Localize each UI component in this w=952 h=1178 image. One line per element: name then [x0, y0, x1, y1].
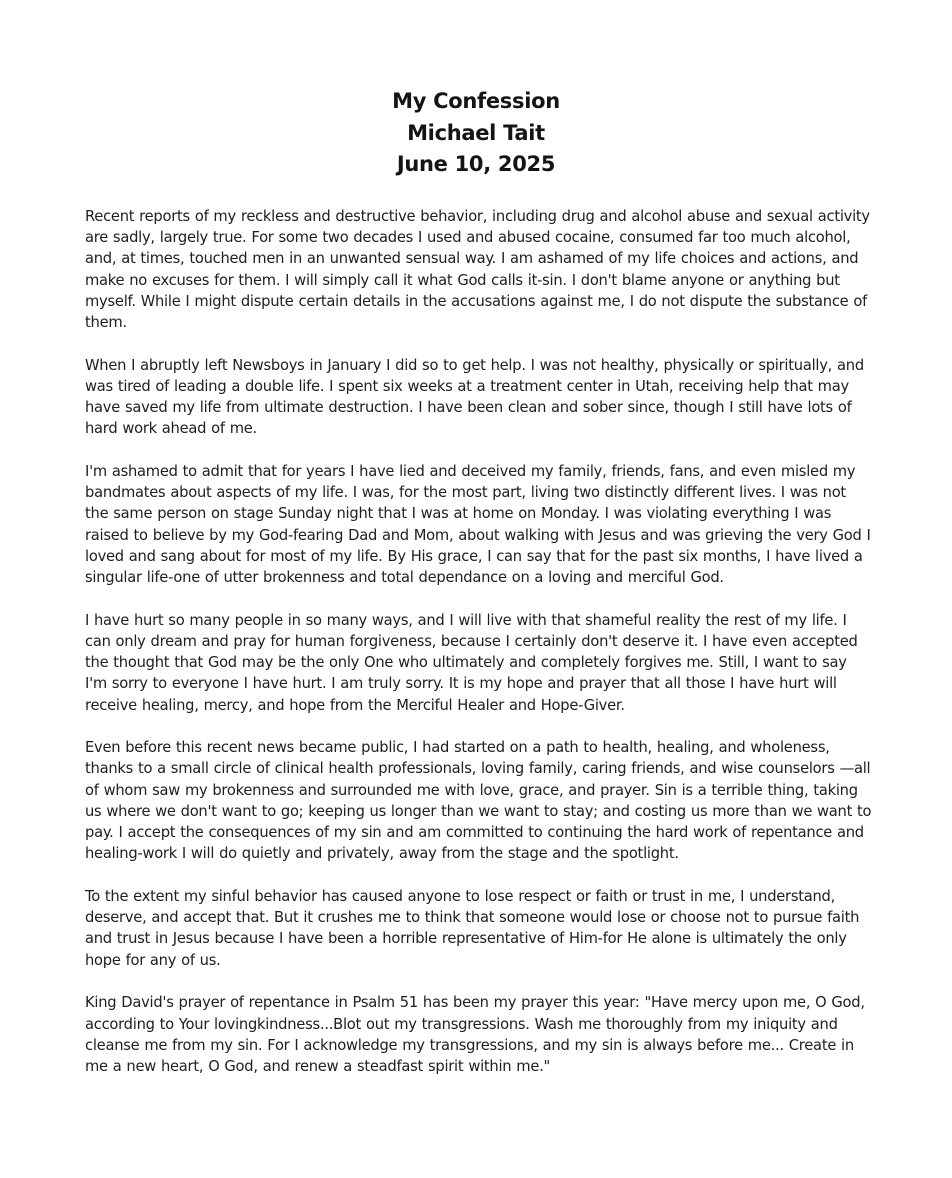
document-body: [85, 206, 872, 1099]
document-header: [0, 86, 952, 181]
paragraph: To the extent my sinful behavior has caused anyone to lose respect or faith or trust in me, I understand, deserve, and accept that. But it crushes me to think that someone would lose or choose not to pursue faith and trust in Jesus because I have been a horrible representative of Him-for He alone is ultimately the only hope for any of us.: [85, 887, 860, 969]
paragraph: I'm ashamed to admit that for years I have lied and deceived my family, friends, fans, and even misled my bandmates about aspects of my life. I was, for the most part, living two distinctly different lives. I was not the same person on stage Sunday night that I was at home on Monday. I was violating everything I was raised to believe by my God-fearing Dad and Mom, about walking with Jesus and was grieving the very God I loved and sang about for most of my life. By His grace, I can say that for the past six months, I have lived a singular life-one of utter brokenness and total dependance on a loving and merciful God.: [85, 463, 871, 587]
paragraph: I have hurt so many people in so many ways, and I will live with that shameful reality the rest of my life. I can only dream and pray for human forgiveness, because I certainly don't deserve it. I have even accepted the thought that God may be the only One who ultimately and completely forgives me. Still, I want to say I'm sorry to everyone I have hurt. I am truly sorry. It is my hope and prayer that all those I have hurt will receive healing, mercy, and hope from the Merciful Healer and Hope-Giver.: [85, 611, 858, 714]
paragraph: Even before this recent news became public, I had started on a path to health, healing, and wholeness, thanks to a small circle of clinical health professionals, loving family, caring friends, and wise counselors —all of whom saw my brokenness and surrounded me with love, grace, and prayer. Sin is a terrible thing, taking us where we don't want to go; keeping us longer than we want to stay; and costing us more than we want to pay. I accept the consequences of my sin and am committed to continuing the hard work of repentance and healing-work I will do quietly and privately, away from the stage and the spotlight.: [85, 739, 872, 863]
paragraph: King David's prayer of repentance in Psalm 51 has been my prayer this year: "Have mercy upon me, O God, according to Your lovingkindness...Blot out my transgressions. Wash me thoroughly from my iniquity and cleanse me from my sin. For I acknowledge my transgressions, and my sin is always before me... Create in me a new heart, O God, and renew a steadfast spirit within me.": [85, 994, 865, 1075]
document-author: Michael Tait: [407, 120, 545, 145]
document-date: June 10, 2025: [396, 152, 556, 176]
document-title: My Confession: [392, 89, 560, 113]
paragraph: Recent reports of my reckless and destructive behavior, including drug and alcohol abuse and sexual activity are sadly, largely true. For some two decades I used and abused cocaine, consumed far too much alcohol, and, at times, touched men in an unwanted sensual way. I am ashamed of my life choices and actions, and make no excuses for them. I will simply call it what God calls it-sin. I don't blame anyone or anything but myself. While I might dispute certain details in the accusations against me, I do not dispute the substance of them.: [85, 208, 870, 332]
paragraph: When I abruptly left Newsboys in January I did so to get help. I was not healthy, physically or spiritually, and was tired of leading a double life. I spent six weeks at a treatment center in Utah, receiving help that may have saved my life from ultimate destruction. I have been clean and sober since, though I still have lots of hard work ahead of me.: [85, 356, 864, 438]
